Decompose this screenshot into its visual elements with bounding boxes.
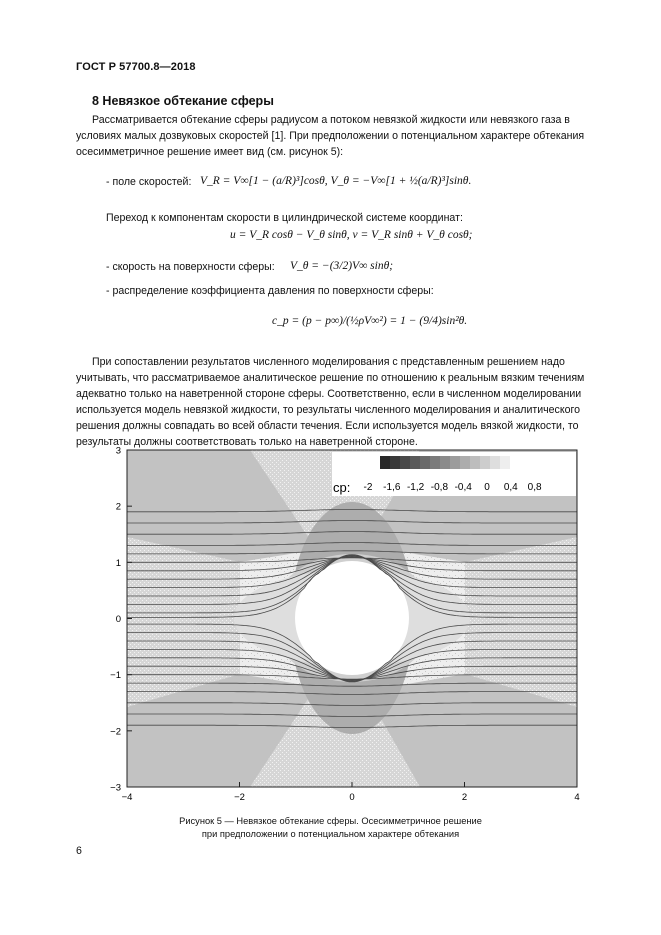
comparison-line: адекватно только на наветренной стороне сферы. Соответственно, если в численном моделировании — [76, 388, 582, 400]
legend-label: cp: — [333, 480, 351, 495]
velocity-field-label: - поле скоростей: — [106, 176, 192, 188]
x-tick-label: −4 — [121, 792, 133, 803]
y-tick-label: 0 — [115, 614, 121, 625]
legend-tick-label: 0,4 — [503, 482, 518, 493]
comparison-paragraph — [76, 354, 584, 450]
cp-contour-field — [127, 450, 577, 787]
intro-line: Рассматривается обтекание сферы радиусом a потоком невязкой жидкости или невязкого газа в — [92, 114, 570, 126]
legend-tick-label: -2 — [363, 482, 373, 493]
comparison-line: учитывать, что рассматриваемое аналитическое решение по отношению к реальным вязким течениям — [76, 372, 585, 384]
x-tick-label: 2 — [461, 792, 468, 803]
section-title: 8 Невязкое обтекание сферы — [92, 94, 274, 108]
pressure-formula: c_p = (p − p∞)/(½ρV∞²) = 1 − (9/4)sin²θ. — [272, 315, 468, 327]
page-number: 6 — [76, 845, 82, 857]
cylindrical-intro: Переход к компонентам скорости в цилиндрической системе координат: — [106, 212, 463, 224]
y-tick-label: −1 — [110, 670, 121, 682]
cp-colorbar — [380, 456, 521, 469]
figure-caption — [0, 815, 661, 841]
legend-tick-label: -0,4 — [454, 482, 472, 493]
intro-line: осесимметричное решение имеет вид (см. рисунок 5): — [76, 146, 344, 158]
surface-velocity-label: - скорость на поверхности сферы: — [106, 261, 275, 273]
comparison-line: решения должны совпадать во всей области течения. Если используется модель вязкой жидкости, то — [76, 420, 579, 432]
comparison-line: результаты должны соответствовать только на наветренной стороне. — [76, 436, 418, 448]
legend-tick-label: -0,8 — [430, 482, 449, 493]
y-tick-label: −3 — [110, 782, 121, 794]
y-tick-label: 1 — [115, 557, 121, 569]
caption-line: при предположении о потенциальном характере обтекания — [201, 829, 460, 839]
colorbar-swatch — [490, 456, 501, 469]
y-tick-label: 3 — [115, 445, 121, 457]
x-tick-label: 0 — [349, 792, 355, 803]
document-header: ГОСТ Р 57700.8—2018 — [76, 61, 196, 73]
colorbar-swatch — [420, 456, 431, 469]
legend-tick-label: -1,2 — [406, 482, 425, 493]
colorbar-swatch — [440, 456, 451, 469]
colorbar-swatch — [450, 456, 461, 469]
colorbar-swatch — [380, 456, 391, 469]
colorbar-swatch — [430, 456, 441, 469]
colorbar-swatch — [410, 456, 421, 469]
flow-figure — [100, 442, 590, 807]
colorbar-swatch — [510, 456, 521, 469]
comparison-line: При сопоставлении результатов численного моделирования с представленным решением надо — [92, 356, 565, 368]
colorbar-swatch — [460, 456, 471, 469]
caption-line: Рисунок 5 — Невязкое обтекание сферы. Осесимметричное решение — [179, 816, 482, 826]
y-tick-label: −2 — [110, 726, 121, 738]
legend-tick-label: -1,6 — [383, 482, 401, 493]
colorbar-swatch — [470, 456, 481, 469]
intro-line: условиях малых дозвуковых скоростей [1]. При предположении о потенциальном характере обтекания — [76, 130, 585, 142]
pressure-label: - распределение коэффициента давления по поверхности сферы: — [106, 285, 434, 297]
colorbar-swatch — [500, 456, 511, 469]
intro-paragraph — [76, 112, 584, 160]
legend-tick-label: 0 — [484, 482, 490, 493]
colorbar-swatch — [390, 456, 401, 469]
colorbar-swatch — [480, 456, 491, 469]
comparison-line: используется модель невязкой жидкости, то результаты численного моделирования и аналитического — [76, 404, 581, 416]
velocity-field-formula: V_R = V∞[1 − (a/R)³]cosθ, V_θ = −V∞[1 + ½(a/R)³]sinθ. — [200, 175, 472, 187]
legend-tick-label: 0,8 — [527, 482, 542, 493]
colorbar-swatch — [400, 456, 411, 469]
y-tick-label: 2 — [115, 501, 121, 513]
x-tick-label: −2 — [234, 792, 245, 803]
surface-velocity-formula: V_θ = −(3/2)V∞ sinθ; — [290, 260, 394, 272]
cylindrical-formula: u = V_R cosθ − V_θ sinθ, v = V_R sinθ + V_θ cosθ; — [230, 229, 473, 241]
x-tick-label: 4 — [574, 792, 580, 803]
